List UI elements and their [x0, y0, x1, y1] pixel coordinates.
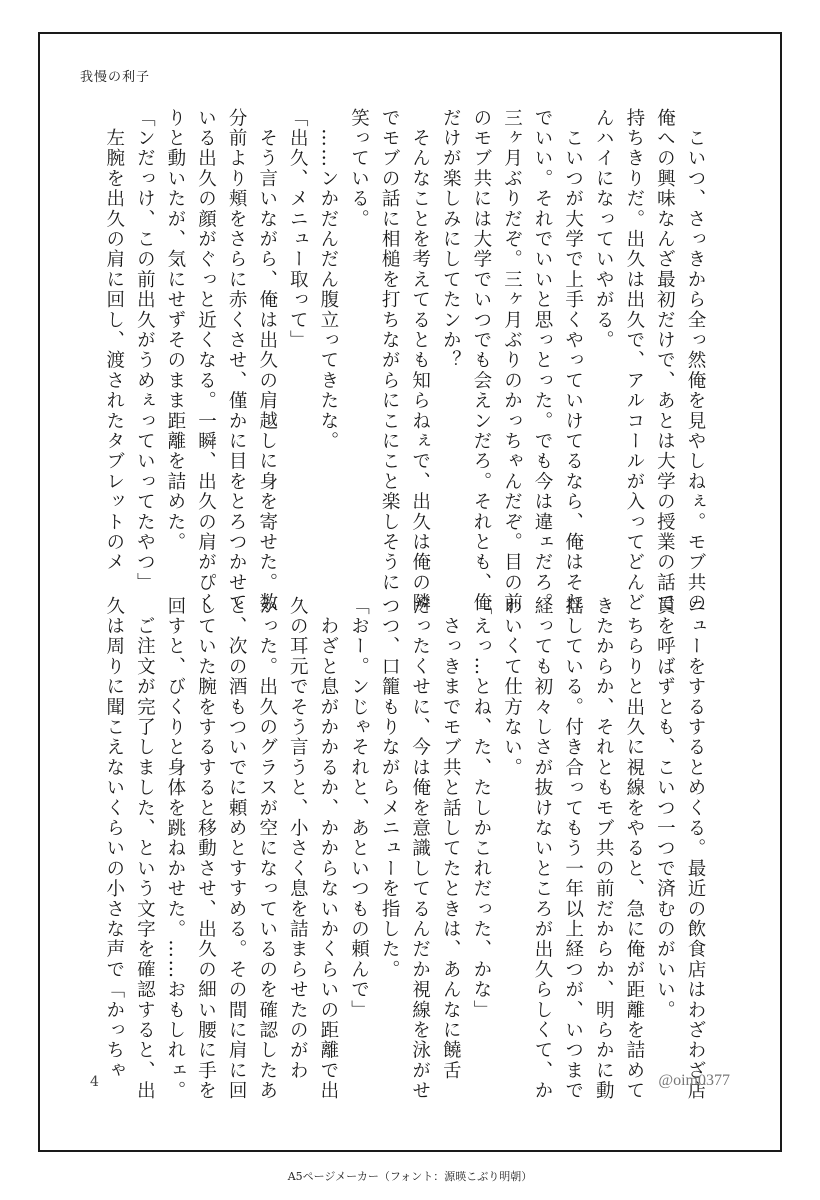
- text-line: 揺している。付き合ってもう一年以上経つが、いつまで: [562, 596, 584, 1101]
- text-line: 経っても初々しさが抜けないところが出久らしくて、か: [532, 596, 554, 1101]
- text-line: 持ちきりだ。出久は出久で、アルコールが入ってどんど: [623, 108, 645, 613]
- text-line: 員を呼ばずとも、こいつ一つで済むのがいい。: [654, 596, 676, 1021]
- text-line: と、次の酒もついでに頼めとすすめる。その間に肩に回: [226, 596, 248, 1101]
- text-line: さっきまでモブ共と話してたときは、あんなに饒舌: [440, 596, 462, 1081]
- text-line: 笑っている。: [348, 108, 370, 230]
- text-line: 「出久、メニュー取って」: [287, 108, 309, 351]
- text-line: そう言いながら、俺は出久の肩越しに身を寄せた。数: [256, 108, 278, 613]
- text-line: のモブ共には大学でいつでも会えンだろ。それとも、俺: [470, 108, 492, 613]
- text-line: でいい。それでいいと思っとった。でも今は違ェだろ。: [532, 108, 554, 613]
- text-line: 久は周りに聞こえないくらいの小さな声で「かっちゃ: [103, 596, 125, 1081]
- text-line: ご注文が完了しました、という文字を確認すると、出: [134, 596, 156, 1101]
- text-line: 久の耳元でそう言うと、小さく息を詰まらせたのがわ: [287, 596, 309, 1081]
- text-line: こいつが大学で上手くやっていけてるなら、俺はそれ: [562, 108, 584, 613]
- text-line: ……ンかだんだん腹立ってきたな。: [317, 108, 339, 452]
- generator-credit: A5ページメーカー（フォント：源暎こぶり明朝）: [287, 1170, 533, 1183]
- page-number: 4: [90, 1074, 99, 1090]
- text-line: 「ンだっけ、この前出久がうめぇっていってたやつ」: [134, 108, 156, 593]
- text-line: ちらりと出久に視線をやると、急に俺が距離を詰めて: [623, 596, 645, 1101]
- text-line: 三ヶ月ぶりだぞ。三ヶ月ぶりのかっちゃんだぞ。目の前: [501, 108, 523, 613]
- author-handle: @oim0377: [658, 1072, 730, 1089]
- text-line: だったくせに、今は俺を意識してるんだか視線を泳がせ: [409, 596, 431, 1101]
- text-line: 回すと、びくりと身体を跳ねかせた。……おもしれェ。: [164, 596, 186, 1101]
- text-block-top: [103, 108, 710, 613]
- text-line: いる出久の顔がぐっと近くなる。一瞬、出久の肩がぴく: [195, 108, 217, 613]
- text-line: 「おー。ンじゃそれと、あといつもの頼んで」: [348, 596, 370, 1021]
- text-line: 分前より頬をさらに赤くさせ、僅かに目をとろつかせて: [226, 108, 248, 613]
- text-line: ニューをするするとめくる。最近の飲食店はわざわざ店: [685, 596, 706, 1101]
- page-title: 我慢の利子: [80, 70, 151, 85]
- text-line: していた腕をするすると移動させ、出久の細い腰に手を: [195, 596, 217, 1101]
- text-line: でモブの話に相槌を打ちながらにこにこと楽しそうに: [379, 108, 401, 593]
- text-line: んハイになっていやがる。: [593, 108, 615, 351]
- text-line: そんなことを考えてるとも知らねぇで、出久は俺の隣: [409, 108, 431, 613]
- text-line: 左腕を出久の肩に回し、渡されたタブレットのメ: [103, 108, 125, 573]
- text-line: 「えっ…とね、た、たしかこれだった、かな」: [470, 596, 492, 1021]
- text-line: つつ、口籠もりながらメニューを指した。: [379, 596, 401, 980]
- text-line: 俺への興味なんざ最初だけで、あとは大学の授業の話で: [654, 108, 676, 613]
- text-line: りと動いたが、気にせずそのまま距離を詰めた。: [164, 108, 186, 553]
- text-line: かった。出久のグラスが空になっているのを確認したあ: [256, 596, 278, 1101]
- text-line: わいくて仕方ない。: [501, 596, 523, 778]
- text-line: だけが楽しみにしてたンか？: [440, 108, 462, 371]
- text-line: こいつ、さっきから全っ然俺を見やしねぇ。モブ共の: [685, 108, 706, 613]
- text-line: きたからか、それともモブ共の前だからか、明らかに動: [593, 596, 615, 1101]
- text-line: わざと息がかかるか、かからないかくらいの距離で出: [317, 596, 339, 1101]
